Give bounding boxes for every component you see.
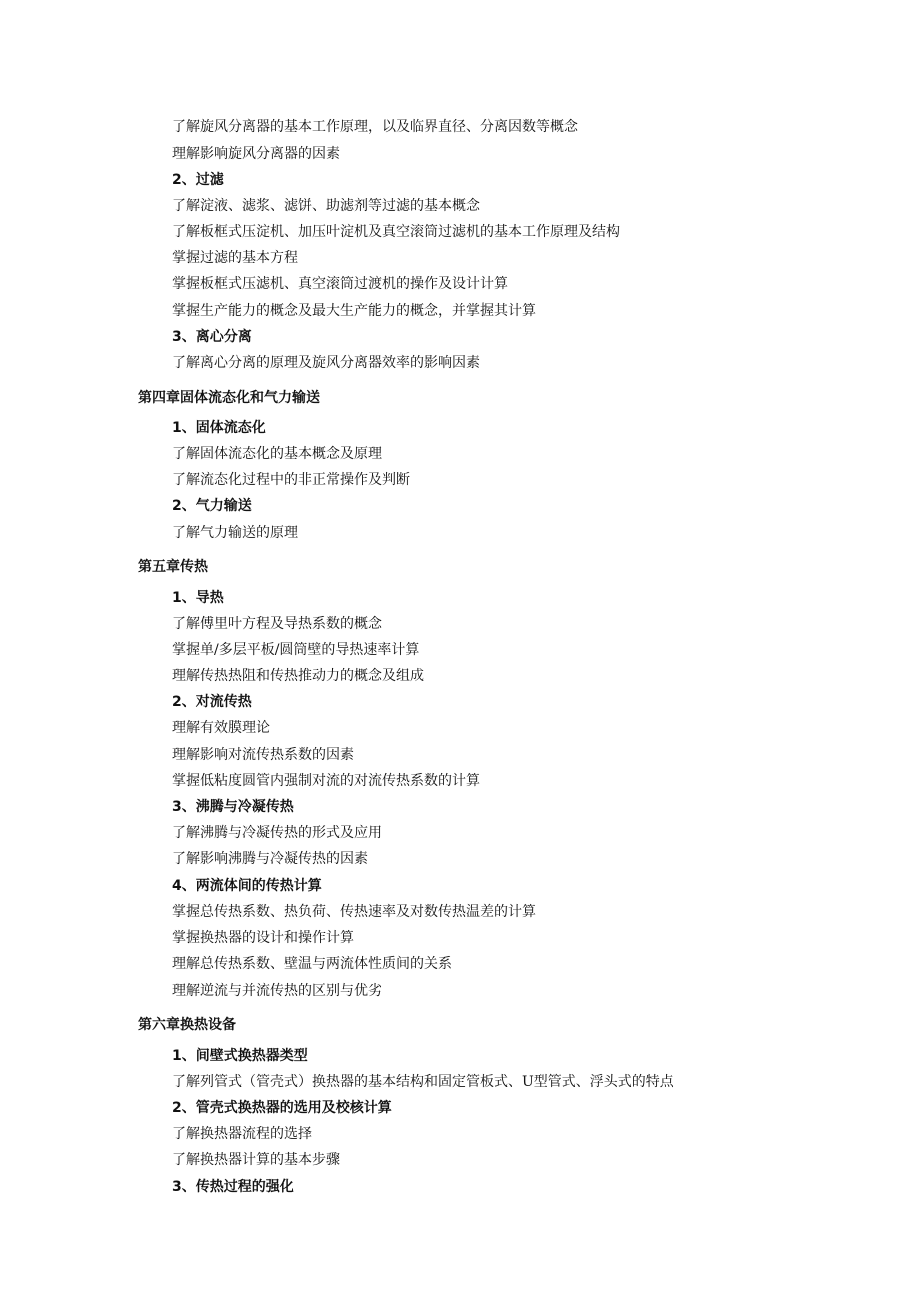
list-item: 理解传热热阻和传热推动力的概念及组成 (172, 668, 424, 684)
list-item: 掌握换热器的设计和操作计算 (172, 930, 354, 946)
section-heading-filtration: 2、过滤 (172, 172, 224, 188)
list-item: 了解淀液、滤浆、滤饼、助滤剂等过滤的基本概念 (172, 198, 480, 214)
section-heading: 4、两流体间的传热计算 (172, 878, 322, 894)
list-item: 理解逆流与并流传热的区别与优劣 (172, 983, 382, 999)
list-item: 理解影响旋风分离器的因素 (172, 146, 340, 162)
section-heading: 2、气力输送 (172, 498, 252, 514)
list-item: 了解影响沸腾与冷凝传热的因素 (172, 851, 368, 867)
list-item: 了解列管式（管壳式）换热器的基本结构和固定管板式、U型管式、浮头式的特点 (172, 1074, 674, 1090)
chapter-title-6: 第六章换热设备 (138, 1017, 236, 1033)
list-item: 理解总传热系数、壁温与两流体性质间的关系 (172, 956, 452, 972)
section-heading: 2、管壳式换热器的选用及校核计算 (172, 1100, 392, 1116)
list-item: 了解板框式压淀机、加压叶淀机及真空滚筒过滤机的基本工作原理及结构 (172, 224, 620, 240)
section-heading-centrifugal: 3、离心分离 (172, 329, 252, 345)
list-item: 掌握生产能力的概念及最大生产能力的概念，并掌握其计算 (172, 303, 536, 319)
list-item: 了解流态化过程中的非正常操作及判断 (172, 472, 410, 488)
section-heading: 2、对流传热 (172, 694, 252, 710)
list-item: 掌握总传热系数、热负荷、传热速率及对数传热温差的计算 (172, 904, 536, 920)
list-item: 理解影响对流传热系数的因素 (172, 747, 354, 763)
list-item: 掌握过滤的基本方程 (172, 250, 298, 266)
list-item: 了解气力输送的原理 (172, 525, 298, 541)
list-item: 了解沸腾与冷凝传热的形式及应用 (172, 825, 382, 841)
section-heading: 1、间壁式换热器类型 (172, 1048, 308, 1064)
list-item: 了解离心分离的原理及旋风分离器效率的影响因素 (172, 355, 480, 371)
list-item: 了解换热器流程的选择 (172, 1126, 312, 1142)
list-item: 理解有效膜理论 (172, 720, 270, 736)
list-item: 了解固体流态化的基本概念及原理 (172, 446, 382, 462)
list-item: 掌握低粘度圆管内强制对流的对流传热系数的计算 (172, 773, 480, 789)
section-heading: 3、传热过程的强化 (172, 1179, 294, 1195)
list-item: 了解换热器计算的基本步骤 (172, 1152, 340, 1168)
chapter-title-5: 第五章传热 (138, 559, 208, 575)
list-item: 掌握单/多层平板/圆筒壁的导热速率计算 (172, 642, 420, 658)
list-item: 了解旋风分离器的基本工作原理，以及临界直径、分离因数等概念 (172, 119, 578, 135)
section-heading: 1、导热 (172, 590, 224, 606)
list-item: 了解傅里叶方程及导热系数的概念 (172, 616, 382, 632)
chapter-title-4: 第四章固体流态化和气力输送 (138, 390, 320, 406)
list-item: 掌握板框式压滤机、真空滚筒过渡机的操作及设计计算 (172, 276, 508, 292)
section-heading: 3、沸腾与冷凝传热 (172, 799, 294, 815)
section-heading: 1、固体流态化 (172, 420, 266, 436)
